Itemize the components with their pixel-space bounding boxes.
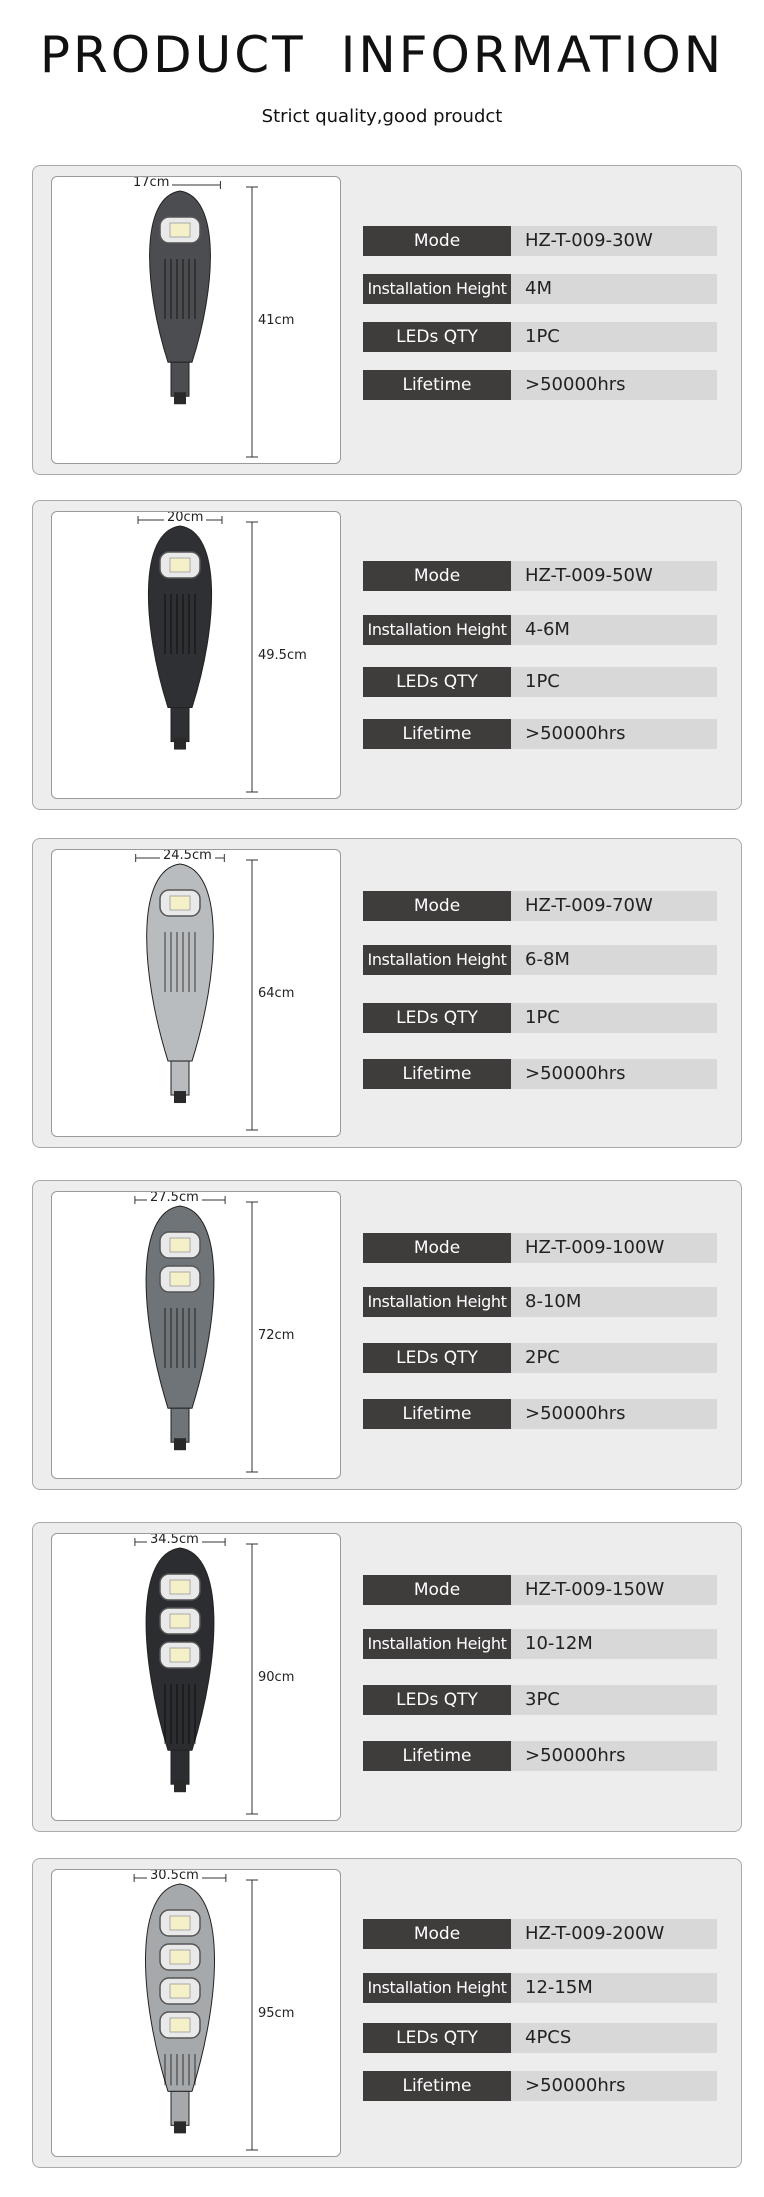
- spec-label-lifetime: Lifetime: [363, 1399, 511, 1429]
- product-card: [32, 165, 742, 475]
- spec-row-leds-qty: [363, 1685, 717, 1715]
- lamp-mount-arm: [171, 2091, 189, 2125]
- spec-row-mode: [363, 561, 717, 591]
- spec-label-leds-qty: LEDs QTY: [363, 322, 511, 352]
- led-chip: [170, 896, 190, 910]
- spec-label-mode: Mode: [363, 891, 511, 921]
- spec-value-installation-height: 10-12M: [511, 1629, 717, 1659]
- spec-value-leds-qty: 1PC: [511, 1003, 717, 1033]
- spec-row-mode: [363, 226, 717, 256]
- spec-table: [363, 1181, 723, 1491]
- spec-label-leds-qty: LEDs QTY: [363, 1343, 511, 1373]
- spec-label-mode: Mode: [363, 1575, 511, 1605]
- spec-row-installation-height: [363, 615, 717, 645]
- spec-row-mode: [363, 1919, 717, 1949]
- product-photo: [51, 1869, 341, 2157]
- street-light-image: [52, 1534, 341, 1821]
- spec-table: [363, 166, 723, 476]
- spec-value-leds-qty: 3PC: [511, 1685, 717, 1715]
- led-chip: [170, 1648, 190, 1662]
- width-dimension-label: 24.5cm: [160, 849, 215, 863]
- product-photo: [51, 1191, 341, 1479]
- spec-table: [363, 501, 723, 811]
- spec-row-mode: [363, 1575, 717, 1605]
- spec-table: [363, 1859, 723, 2169]
- spec-label-installation-height: Installation Height: [363, 615, 511, 645]
- led-chip: [170, 1614, 190, 1628]
- product-photo: [51, 176, 341, 464]
- spec-label-lifetime: Lifetime: [363, 370, 511, 400]
- spec-value-leds-qty: 2PC: [511, 1343, 717, 1373]
- led-chip: [170, 1238, 190, 1252]
- lamp-pole-clamp: [174, 738, 186, 750]
- width-dimension-label: 17cm: [130, 176, 172, 190]
- lamp-mount-arm: [171, 1750, 189, 1784]
- product-card: [32, 500, 742, 810]
- spec-label-mode: Mode: [363, 226, 511, 256]
- spec-row-mode: [363, 1233, 717, 1263]
- height-dimension-label: 64cm: [258, 986, 295, 1001]
- spec-label-installation-height: Installation Height: [363, 274, 511, 304]
- spec-row-leds-qty: [363, 322, 717, 352]
- spec-label-mode: Mode: [363, 1919, 511, 1949]
- lamp-pole-clamp: [174, 1780, 186, 1792]
- height-dimension-label: 41cm: [258, 313, 295, 328]
- spec-value-mode: HZ-T-009-70W: [511, 891, 717, 921]
- spec-row-leds-qty: [363, 1343, 717, 1373]
- spec-row-lifetime: [363, 370, 717, 400]
- product-photo: [51, 1533, 341, 1821]
- spec-row-installation-height: [363, 1973, 717, 2003]
- width-dimension-label: 34.5cm: [147, 1533, 202, 1547]
- led-chip: [170, 558, 190, 572]
- height-dimension-label: 90cm: [258, 1670, 295, 1685]
- spec-value-mode: HZ-T-009-30W: [511, 226, 717, 256]
- product-card: [32, 1858, 742, 2168]
- spec-label-installation-height: Installation Height: [363, 1629, 511, 1659]
- spec-value-leds-qty: 1PC: [511, 667, 717, 697]
- spec-label-mode: Mode: [363, 561, 511, 591]
- height-dimension-label: 72cm: [258, 1328, 295, 1343]
- spec-row-leds-qty: [363, 2023, 717, 2053]
- spec-row-lifetime: [363, 2071, 717, 2101]
- lamp-pole-clamp: [174, 1091, 186, 1103]
- spec-row-leds-qty: [363, 667, 717, 697]
- spec-label-mode: Mode: [363, 1233, 511, 1263]
- spec-label-leds-qty: LEDs QTY: [363, 1003, 511, 1033]
- spec-value-installation-height: 4M: [511, 274, 717, 304]
- lamp-pole-clamp: [174, 1438, 186, 1450]
- street-light-image: [52, 850, 341, 1137]
- spec-table: [363, 1523, 723, 1833]
- lamp-pole-clamp: [174, 392, 186, 404]
- spec-value-mode: HZ-T-009-200W: [511, 1919, 717, 1949]
- spec-row-lifetime: [363, 719, 717, 749]
- spec-label-lifetime: Lifetime: [363, 1741, 511, 1771]
- spec-label-leds-qty: LEDs QTY: [363, 2023, 511, 2053]
- spec-label-leds-qty: LEDs QTY: [363, 667, 511, 697]
- spec-value-installation-height: 6-8M: [511, 945, 717, 975]
- spec-value-lifetime: >50000hrs: [511, 1741, 717, 1771]
- spec-row-lifetime: [363, 1741, 717, 1771]
- spec-table: [363, 839, 723, 1149]
- spec-value-installation-height: 12-15M: [511, 1973, 717, 2003]
- led-chip: [170, 1580, 190, 1594]
- spec-row-installation-height: [363, 945, 717, 975]
- product-photo: [51, 511, 341, 799]
- product-card: [32, 838, 742, 1148]
- spec-row-installation-height: [363, 1629, 717, 1659]
- height-dimension-label: 95cm: [258, 2006, 295, 2021]
- spec-row-leds-qty: [363, 1003, 717, 1033]
- led-chip: [170, 1984, 190, 1998]
- lamp-mount-arm: [171, 362, 189, 396]
- spec-value-lifetime: >50000hrs: [511, 719, 717, 749]
- height-dimension-label: 49.5cm: [258, 648, 307, 663]
- spec-value-leds-qty: 1PC: [511, 322, 717, 352]
- spec-label-lifetime: Lifetime: [363, 1059, 511, 1089]
- street-light-image: [52, 177, 341, 464]
- led-chip: [170, 1272, 190, 1286]
- spec-row-lifetime: [363, 1059, 717, 1089]
- spec-label-installation-height: Installation Height: [363, 1973, 511, 2003]
- lamp-mount-arm: [171, 1061, 189, 1095]
- spec-value-lifetime: >50000hrs: [511, 370, 717, 400]
- product-card: [32, 1180, 742, 1490]
- width-dimension-label: 20cm: [164, 511, 206, 525]
- spec-value-lifetime: >50000hrs: [511, 1399, 717, 1429]
- spec-label-lifetime: Lifetime: [363, 2071, 511, 2101]
- spec-label-leds-qty: LEDs QTY: [363, 1685, 511, 1715]
- spec-value-installation-height: 8-10M: [511, 1287, 717, 1317]
- width-dimension-label: 30.5cm: [147, 1869, 202, 1883]
- spec-label-installation-height: Installation Height: [363, 945, 511, 975]
- spec-row-lifetime: [363, 1399, 717, 1429]
- led-chip: [170, 2018, 190, 2032]
- spec-value-leds-qty: 4PCS: [511, 2023, 717, 2053]
- spec-value-lifetime: >50000hrs: [511, 1059, 717, 1089]
- spec-label-lifetime: Lifetime: [363, 719, 511, 749]
- spec-value-mode: HZ-T-009-150W: [511, 1575, 717, 1605]
- spec-label-installation-height: Installation Height: [363, 1287, 511, 1317]
- street-light-image: [52, 1192, 341, 1479]
- product-photo: [51, 849, 341, 1137]
- street-light-image: [52, 1870, 341, 2157]
- page-subtitle: Strict quality,good proudct: [261, 106, 503, 127]
- spec-value-mode: HZ-T-009-50W: [511, 561, 717, 591]
- spec-row-mode: [363, 891, 717, 921]
- spec-row-installation-height: [363, 274, 717, 304]
- spec-value-lifetime: >50000hrs: [511, 2071, 717, 2101]
- lamp-pole-clamp: [174, 2121, 186, 2133]
- lamp-mount-arm: [171, 708, 189, 742]
- led-chip: [170, 223, 190, 237]
- spec-value-mode: HZ-T-009-100W: [511, 1233, 717, 1263]
- led-chip: [170, 1916, 190, 1930]
- spec-value-installation-height: 4-6M: [511, 615, 717, 645]
- width-dimension-label: 27.5cm: [147, 1191, 202, 1205]
- product-card: [32, 1522, 742, 1832]
- lamp-mount-arm: [171, 1408, 189, 1442]
- led-chip: [170, 1950, 190, 1964]
- page-title: PRODUCT INFORMATION: [39, 26, 725, 84]
- spec-row-installation-height: [363, 1287, 717, 1317]
